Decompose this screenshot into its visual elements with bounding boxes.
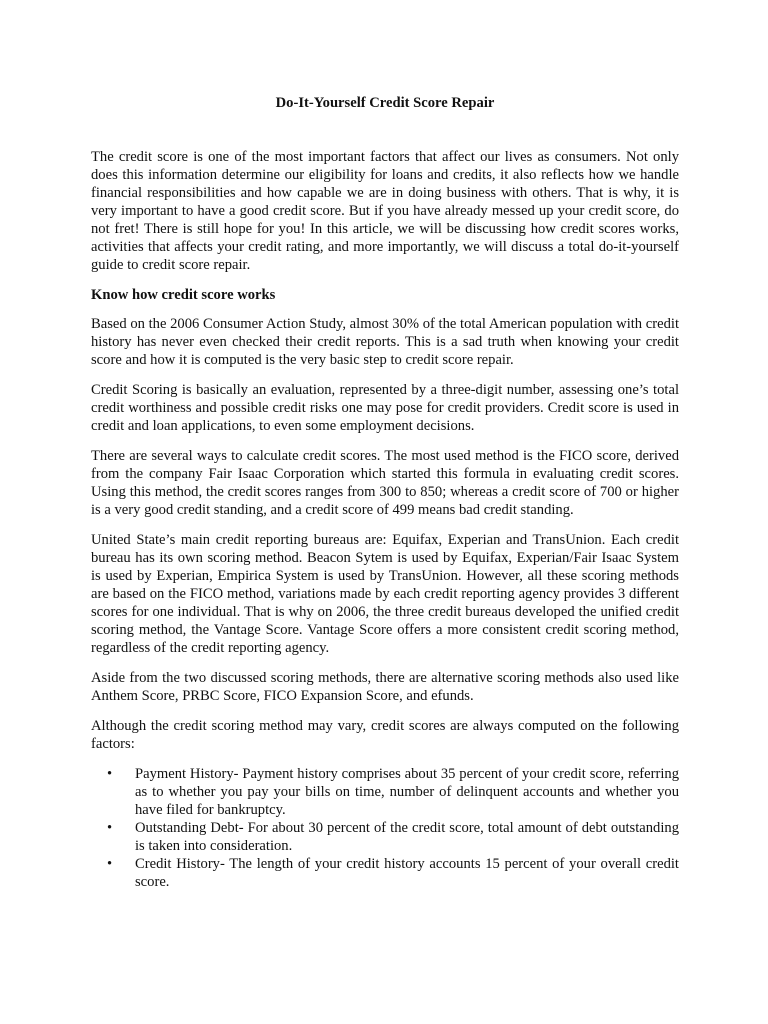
list-item <box>107 765 679 819</box>
factors-list <box>91 765 679 891</box>
paragraph-fico-score: There are several ways to calculate credit scores. The most used method is the FICO score, derived from the company Fair Isaac Corporation which started this formula in evaluating credit scores. Using this method, the credit scores ranges from 300 to 850; whereas a credit score of 700 or higher is a very good credit standing, and a credit score of 499 means bad credit standing. <box>91 448 679 518</box>
paragraph-credit-bureaus: United State’s main credit reporting bureaus are: Equifax, Experian and TransUnion. Each credit bureau has its own scoring method. Beacon Sytem is used by Equifax, Experian/Fair Isaac System is used by Experian, Empirica System is used by TransUnion. However, all these scoring methods are based on the FICO method, variations made by each credit reporting agency provides 3 different scores for one individual. That is why on 2006, the three credit bureaus developed the unified credit scoring method, the Vantage Score. Vantage Score offers a more consistent credit scoring method, regardless of the credit reporting agency. <box>91 532 679 656</box>
list-item <box>107 855 679 891</box>
bullet-icon: • <box>107 856 113 872</box>
document-title: Do-It-Yourself Credit Score Repair <box>275 95 495 111</box>
section-heading: Know how credit score works <box>91 287 276 303</box>
list-item-text: Credit History- The length of your credit history accounts 15 percent of your overall credit score. <box>135 856 679 890</box>
bullet-icon: • <box>107 820 113 836</box>
intro-paragraph: The credit score is one of the most important factors that affect our lives as consumers. Not only does this information determine our eligibility for loans and credits, it also reflects how we handle financial responsibilities and how capable we are in doing business with others. That is why, it is very important to have a good credit score. But if you have already messed up your credit score, do not fret! There is still hope for you! In this article, we will be discussing how credit scores works, activities that affects your credit rating, and more importantly, we will discuss a total do-it-yourself guide to credit score repair. <box>91 149 679 273</box>
paragraph-alternative-methods: Aside from the two discussed scoring methods, there are alternative scoring methods also used like Anthem Score, PRBC Score, FICO Expansion Score, and efunds. <box>91 670 679 704</box>
paragraph-credit-scoring: Credit Scoring is basically an evaluation, represented by a three-digit number, assessing one’s total credit worthiness and possible credit risks one may pose for credit providers. Credit score is used in credit and loan applications, to even some employment decisions. <box>91 382 679 434</box>
list-item-text: Outstanding Debt- For about 30 percent of the credit score, total amount of debt outstanding is taken into consideration. <box>135 820 679 854</box>
paragraph-factors-intro: Although the credit scoring method may vary, credit scores are always computed on the following factors: <box>91 718 679 752</box>
bullet-icon: • <box>107 766 113 782</box>
paragraph-consumer-study: Based on the 2006 Consumer Action Study, almost 30% of the total American population with credit history has never even checked their credit reports. This is a sad truth when knowing your credit score and how it is computed is the very basic step to credit score repair. <box>91 316 679 368</box>
list-item <box>107 819 679 855</box>
list-item-text: Payment History- Payment history comprises about 35 percent of your credit score, referring as to whether you pay your bills on time, number of delinquent accounts and whether you have filed for bankruptcy. <box>135 766 679 818</box>
